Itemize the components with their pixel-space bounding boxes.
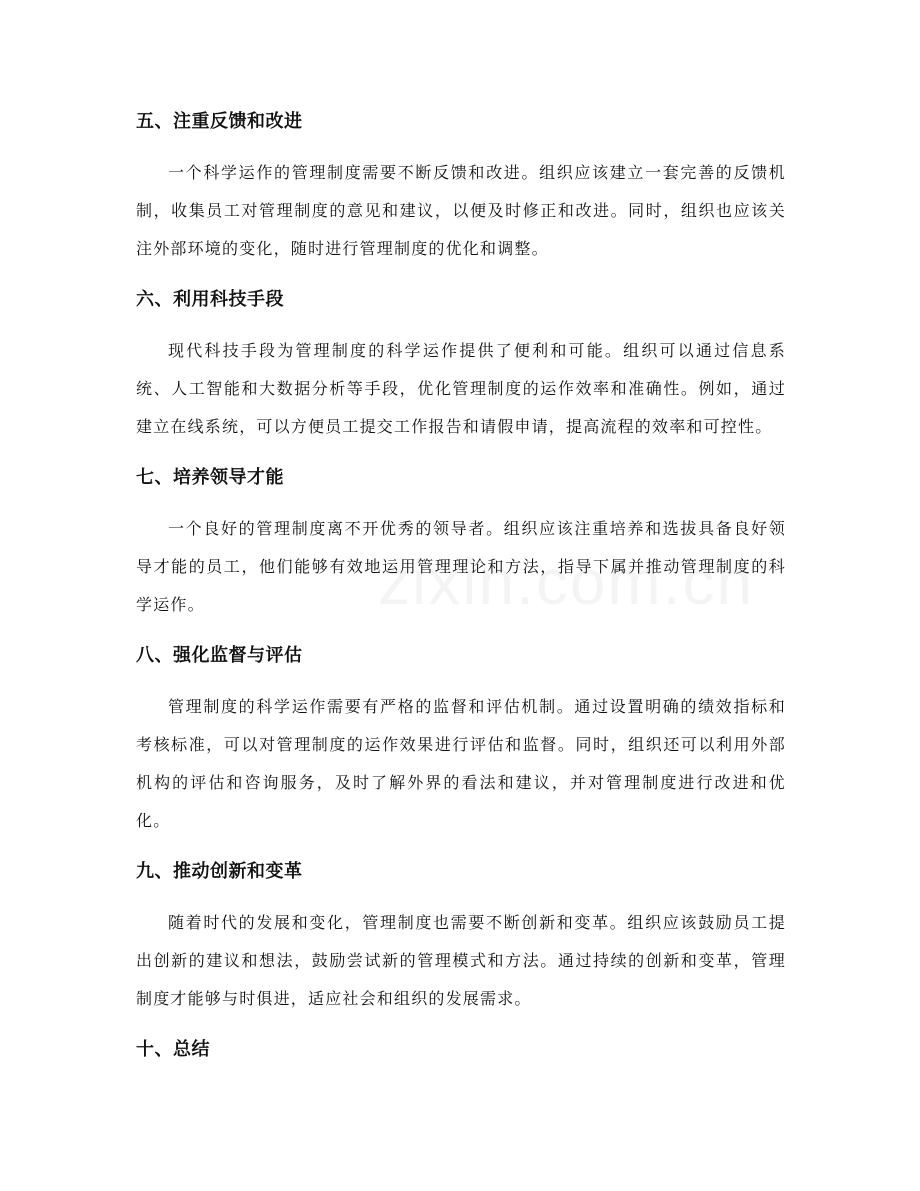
section-10: [136, 1034, 786, 1066]
section-heading: 十、总结: [136, 1039, 210, 1060]
section-5: [136, 106, 786, 268]
section-9: [136, 856, 786, 1018]
document-content: [136, 106, 786, 1066]
section-heading: 九、推动创新和变革: [136, 861, 303, 882]
section-paragraph: 管理制度的科学运作需要有严格的监督和评估机制。通过设置明确的绩效指标和考核标准，可以对管理制度的运作效果进行评估和监督。同时，组织还可以利用外部机构的评估和咨询服务，及时了解外界的看法和建议，并对管理制度进行改进和优化。: [136, 697, 786, 830]
section-heading: 五、注重反馈和改进: [136, 111, 303, 132]
section-paragraph: 一个良好的管理制度离不开优秀的领导者。组织应该注重培养和选拔具备良好领导才能的员工，他们能够有效地运用管理理论和方法，指导下属并推动管理制度的科学运作。: [136, 519, 786, 614]
section-heading: 七、培养领导才能: [136, 467, 284, 488]
section-8: [136, 640, 786, 840]
section-paragraph: 现代科技手段为管理制度的科学运作提供了便利和可能。组织可以通过信息系统、人工智能和大数据分析等手段，优化管理制度的运作效率和准确性。例如，通过建立在线系统，可以方便员工提交工作报告和请假申请，提高流程的效率和可控性。: [136, 341, 786, 436]
section-paragraph: 随着时代的发展和变化，管理制度也需要不断创新和变革。组织应该鼓励员工提出创新的建议和想法，鼓励尝试新的管理模式和方法。通过持续的创新和变革，管理制度才能够与时俱进，适应社会和组织的发展需求。: [136, 913, 786, 1008]
section-paragraph: 一个科学运作的管理制度需要不断反馈和改进。组织应该建立一套完善的反馈机制，收集员工对管理制度的意见和建议，以便及时修正和改进。同时，组织也应该关注外部环境的变化，随时进行管理制度的优化和调整。: [136, 163, 786, 258]
section-heading: 八、强化监督与评估: [136, 645, 303, 666]
section-heading: 六、利用科技手段: [136, 289, 284, 310]
section-6: [136, 284, 786, 446]
section-7: [136, 462, 786, 624]
